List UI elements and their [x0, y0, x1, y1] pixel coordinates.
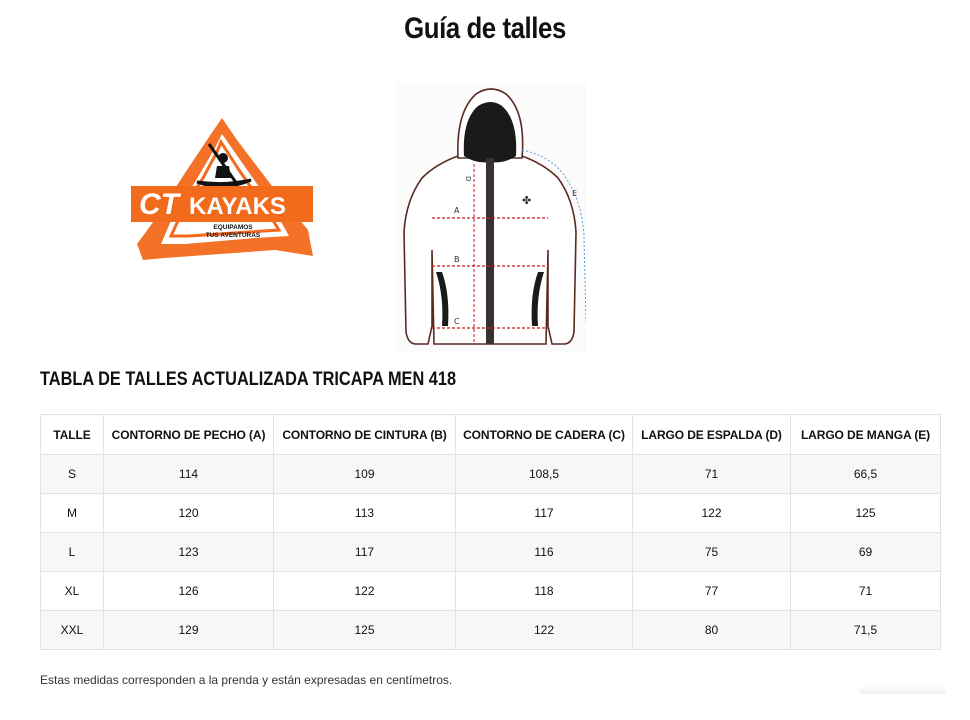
table-row [41, 572, 941, 611]
size-table-heading: TABLA DE TALLES ACTUALIZADA TRICAPA MEN 418 [40, 369, 457, 390]
cell-pecho: 129 [104, 611, 274, 650]
size-table [40, 414, 941, 650]
measure-label-e: E [572, 189, 578, 198]
cell-cadera: 116 [456, 533, 633, 572]
cell-cadera: 117 [456, 494, 633, 533]
page-title: Guía de talles [404, 12, 566, 45]
cell-espalda: 77 [633, 572, 791, 611]
table-row [41, 533, 941, 572]
measure-label-d: D [464, 176, 472, 182]
cell-talle: XL [41, 572, 104, 611]
zipper-icon [486, 158, 494, 344]
header-largo-espalda: LARGO DE ESPALDA (D) [633, 415, 791, 455]
measure-label-a: A [454, 206, 460, 215]
cell-manga: 71,5 [791, 611, 941, 650]
cell-cadera: 108,5 [456, 455, 633, 494]
cell-espalda: 80 [633, 611, 791, 650]
bottom-fade-decoration [860, 684, 946, 694]
ct-kayaks-logo [125, 112, 320, 270]
cell-cintura: 125 [274, 611, 456, 650]
cell-cintura: 109 [274, 455, 456, 494]
cell-cadera: 118 [456, 572, 633, 611]
svg-text:✤: ✤ [522, 194, 532, 207]
table-row [41, 494, 941, 533]
cell-espalda: 122 [633, 494, 791, 533]
cell-cintura: 113 [274, 494, 456, 533]
cell-pecho: 123 [104, 533, 274, 572]
cell-pecho: 114 [104, 455, 274, 494]
cell-manga: 125 [791, 494, 941, 533]
cell-talle: M [41, 494, 104, 533]
cell-espalda: 75 [633, 533, 791, 572]
table-header-row [41, 415, 941, 455]
cell-talle: S [41, 455, 104, 494]
table-row [41, 455, 941, 494]
header-contorno-cintura: CONTORNO DE CINTURA (B) [274, 415, 456, 455]
logo-brand-text: KAYAKS [189, 193, 286, 220]
header-contorno-cadera: CONTORNO DE CADERA (C) [456, 415, 633, 455]
cell-talle: L [41, 533, 104, 572]
header-largo-manga: LARGO DE MANGA (E) [791, 415, 941, 455]
header-contorno-pecho: CONTORNO DE PECHO (A) [104, 415, 274, 455]
cell-talle: XXL [41, 611, 104, 650]
table-row [41, 611, 941, 650]
cell-manga: 66,5 [791, 455, 941, 494]
header-talle: TALLE [41, 415, 104, 455]
jacket-diagram [396, 82, 586, 352]
measure-label-b: B [454, 255, 460, 264]
measurements-note: Estas medidas corresponden a la prenda y están expresadas en centímetros. [40, 673, 453, 687]
cell-manga: 71 [791, 572, 941, 611]
measure-label-c: C [454, 317, 460, 326]
cell-cintura: 117 [274, 533, 456, 572]
logo-tagline-line2: TUS AVENTURAS [205, 232, 261, 239]
cell-pecho: 120 [104, 494, 274, 533]
cell-manga: 69 [791, 533, 941, 572]
logo-prefix-text: CT [139, 188, 179, 221]
cell-espalda: 71 [633, 455, 791, 494]
cell-pecho: 126 [104, 572, 274, 611]
cell-cadera: 122 [456, 611, 633, 650]
logo-tagline-line1: EQUIPAMOS [213, 224, 253, 231]
cell-cintura: 122 [274, 572, 456, 611]
